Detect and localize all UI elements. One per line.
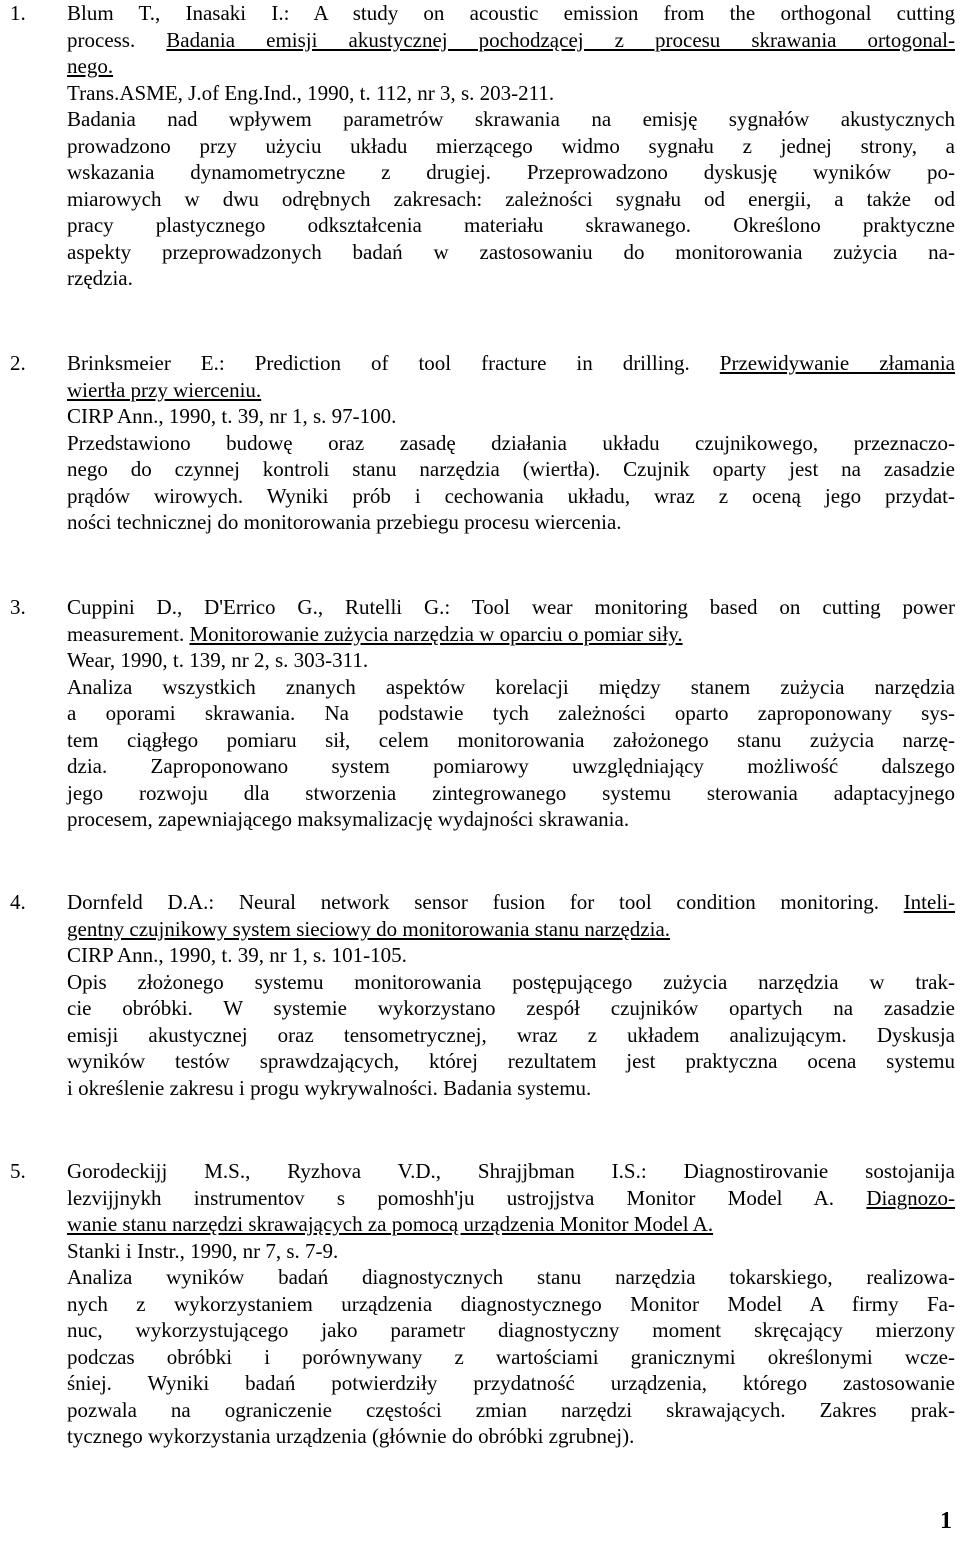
text-run: pracy plastycznego odkształcenia materiału skrawanego. Określono praktyczne — [67, 213, 955, 237]
text-line — [67, 0, 955, 27]
page-number: 1 — [940, 1508, 952, 1534]
text-line — [67, 350, 955, 377]
text-line — [67, 186, 955, 213]
text-line — [67, 594, 955, 621]
text-line — [67, 1048, 955, 1075]
text-run: measurement. — [67, 621, 190, 646]
text-line — [67, 133, 955, 160]
text-line — [67, 1397, 955, 1424]
text-run: wyników testów sprawdzających, której rezultatem jest praktyczna ocena systemu — [67, 1049, 955, 1073]
text-run: process. — [67, 27, 167, 52]
text-run: a oporami skrawania. Na podstawie tych zależności oparto zaproponowany sys- — [67, 701, 955, 725]
text-line — [67, 1264, 955, 1291]
text-run: Stanki i Instr., 1990, nr 7, s. 7-9. — [67, 1238, 339, 1263]
text-line — [67, 1291, 955, 1318]
text-line — [67, 239, 955, 266]
text-line — [67, 106, 955, 133]
text-run: śniej. Wyniki badań potwierdziły przydatność urządzenia, którego zastosowanie — [67, 1371, 955, 1395]
text-line — [67, 159, 955, 186]
text-line — [67, 1423, 955, 1450]
translated-title: gentny czujnikowy system sieciowy do monitorowania stanu narzędzia. — [67, 916, 671, 941]
text-line — [67, 1211, 955, 1238]
translated-title: nego. — [67, 54, 114, 78]
entry-body — [67, 889, 955, 1101]
text-run: CIRP Ann., 1990, t. 39, nr 1, s. 101-105. — [67, 943, 407, 967]
entry-number: 2. — [10, 351, 26, 375]
text-line — [67, 1185, 955, 1212]
text-line — [67, 509, 955, 536]
text-run: rzędzia. — [67, 266, 133, 290]
text-run: miarowych w dwu odrębnych zakresach: zależności sygnału od energii, a także od — [67, 186, 955, 211]
text-line — [67, 780, 955, 807]
text-line — [67, 942, 955, 969]
entry-number: 5. — [10, 1159, 26, 1183]
text-line — [67, 456, 955, 483]
text-line — [67, 430, 955, 457]
text-line — [67, 753, 955, 780]
translated-title: Monitorowanie zużycia narzędzia w oparciu o pomiar siły. — [189, 621, 683, 646]
text-run: Przedstawiono budowę oraz zasadę działania układu czujnikowego, przeznaczo- — [67, 430, 955, 455]
text-line — [67, 403, 955, 430]
text-run: Brinksmeier E.: Prediction of tool fracture in drilling. — [67, 351, 720, 375]
text-run: pozwala na ograniczenie częstości zmian narzędzi skrawających. Zakres prak- — [67, 1397, 955, 1422]
text-run: CIRP Ann., 1990, t. 39, nr 1, s. 97-100. — [67, 404, 397, 428]
text-line — [67, 700, 955, 727]
text-line — [67, 889, 955, 916]
translated-title: Przewidywanie złamania — [719, 351, 955, 375]
text-line — [67, 969, 955, 996]
text-line — [67, 483, 955, 510]
text-run: prowadzono przy użyciu układu mierzącego widmo sygnału z jednej strony, a — [67, 133, 955, 158]
entry-body — [67, 1158, 955, 1450]
entry-number: 4. — [10, 890, 26, 914]
translated-title: Diagnozo- — [866, 1185, 955, 1210]
text-line — [67, 80, 955, 107]
text-run: tycznego wykorzystania urządzenia (głównie do obróbki zgrubnej). — [67, 1424, 635, 1448]
text-line — [67, 727, 955, 754]
text-run: Cuppini D., D'Errico G., Rutelli G.: Tool wear monitoring based on cutting power — [67, 595, 955, 619]
translated-title: Inteli- — [903, 890, 955, 914]
text-run: Dornfeld D.A.: Neural network sensor fusion for tool condition monitoring. — [67, 890, 904, 914]
entry-body — [67, 0, 955, 292]
translated-title: wiertła przy wierceniu. — [67, 377, 262, 402]
text-run: nego do czynnej kontroli stanu narzędzia (wiertła). Czujnik oparty jest na zasadzie — [67, 457, 955, 481]
text-run: cie obróbki. W systemie wykorzystano zespół czujników opartych na zasadzie — [67, 996, 955, 1020]
text-line — [67, 674, 955, 701]
text-line — [67, 212, 955, 239]
text-run: aspekty przeprowadzonych badań w zastosowaniu do monitorowania zużycia na- — [67, 239, 955, 264]
text-line — [67, 916, 955, 943]
text-run: ności technicznej do monitorowania przebiegu procesu wiercenia. — [67, 510, 622, 534]
text-run: nuc, wykorzystującego jako parametr diagnostyczny moment skręcający mierzony — [67, 1318, 955, 1342]
text-run: Opis złożonego systemu monitorowania postępującego zużycia narzędzia w trak- — [67, 969, 955, 994]
text-line — [67, 27, 955, 54]
entry-body — [67, 350, 955, 536]
text-line — [67, 1317, 955, 1344]
text-run: Badania nad wpływem parametrów skrawania na emisję sygnałów akustycznych — [67, 107, 955, 131]
text-run: Blum T., Inasaki I.: A study on acoustic emission from the orthogonal cutting — [67, 1, 955, 25]
text-run: emisji akustycznej oraz tensometrycznej, wraz z układem analizującym. Dyskusja — [67, 1022, 955, 1047]
text-line — [67, 621, 955, 648]
text-line — [67, 995, 955, 1022]
text-run: Analiza wszystkich znanych aspektów korelacji między stanem zużycia narzędzia — [67, 674, 955, 699]
translated-title: wanie stanu narzędzi skrawających za pomocą urządzenia Monitor Model A. — [67, 1212, 714, 1236]
text-line — [67, 265, 955, 292]
text-line — [67, 1238, 955, 1265]
entry-number: 1. — [10, 1, 26, 25]
text-run: dzia. Zaproponowano system pomiarowy uwzględniający możliwość dalszego — [67, 754, 955, 778]
text-line — [67, 1075, 955, 1102]
text-run: jego rozwoju dla stworzenia zintegrowanego systemu sterowania adaptacyjnego — [67, 780, 955, 805]
text-run: tem ciągłego pomiaru sił, celem monitorowania założonego stanu zużycia narzę- — [67, 727, 955, 752]
text-run: Trans.ASME, J.of Eng.Ind., 1990, t. 112, nr 3, s. 203-211. — [67, 80, 555, 105]
text-line — [67, 1022, 955, 1049]
entry-body — [67, 594, 955, 833]
text-run: lezvijjnykh instrumentov s pomoshh'ju ustrojjstva Monitor Model A. — [67, 1185, 867, 1210]
text-line — [67, 377, 955, 404]
text-line — [67, 647, 955, 674]
text-line — [67, 1344, 955, 1371]
text-line — [67, 806, 955, 833]
text-run: Analiza wyników badań diagnostycznych stanu narzędzia tokarskiego, realizowa- — [67, 1265, 955, 1289]
translated-title: Badania emisji akustycznej pochodzącej z procesu skrawania ortogonal- — [166, 27, 955, 52]
text-run: Gorodeckijj M.S., Ryzhova V.D., Shrajjbman I.S.: Diagnostirovanie sostojanija — [67, 1159, 955, 1183]
text-line — [67, 53, 955, 80]
text-run: prądów wirowych. Wyniki prób i cechowania układu, wraz z oceną jego przydat- — [67, 483, 955, 508]
text-run: wskazania dynamometryczne z drugiej. Przeprowadzono dyskusję wyników po- — [67, 160, 955, 184]
text-run: procesem, zapewniającego maksymalizację wydajności skrawania. — [67, 807, 630, 831]
entry-number: 3. — [10, 595, 26, 619]
text-run: Wear, 1990, t. 139, nr 2, s. 303-311. — [67, 648, 369, 672]
text-line — [67, 1158, 955, 1185]
text-line — [67, 1370, 955, 1397]
text-run: nych z wykorzystaniem urządzenia diagnostycznego Monitor Model A firmy Fa- — [67, 1291, 955, 1316]
text-run: podczas obróbki i porównywany z wartościami granicznymi określonymi wcze- — [67, 1344, 955, 1369]
text-run: i określenie zakresu i progu wykrywalności. Badania systemu. — [67, 1075, 592, 1100]
